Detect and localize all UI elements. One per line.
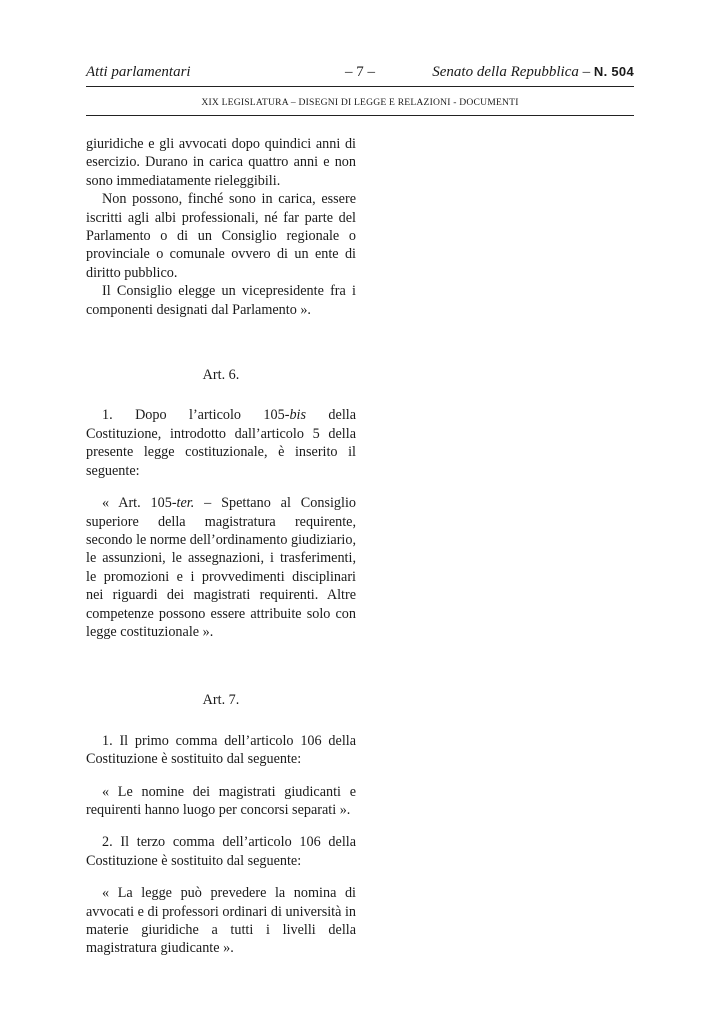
header-publication: Atti parlamentari bbox=[86, 64, 191, 80]
page-number: – 7 – bbox=[345, 64, 375, 80]
paragraph: 1. Il primo comma dell’articolo 106 della Costituzione è sostituito dal seguente: bbox=[86, 732, 356, 768]
header-legislature: XIX LEGISLATURA – DISEGNI DI LEGGE E RELAZIONI - DOCUMENTI bbox=[201, 97, 519, 108]
article-heading: Art. 6. bbox=[202, 367, 240, 384]
header-rule-bottom bbox=[86, 115, 634, 116]
article-heading: Art. 7. bbox=[202, 692, 240, 709]
document-number: N. 504 bbox=[593, 64, 634, 79]
paragraph: 1. Dopo l’articolo 105-bis della Costituzione, introdotto dall’articolo 5 della presente legge costituzionale, è inserito il seguente: bbox=[86, 407, 356, 479]
header-chamber-name: Senato della Repubblica – bbox=[432, 64, 591, 80]
header-rule-top bbox=[86, 86, 634, 87]
paragraph: 2. Il terzo comma dell’articolo 106 della Costituzione è sostituito dal seguente: bbox=[86, 834, 356, 869]
paragraph: « Art. 105-ter. – Spettano al Consiglio superiore della magistratura requirente, secondo le norme dell’ordinamento giudiziario, le assunzioni, le assegnazioni, i trasferimenti, le promozioni e i provvedimenti disciplinari nei riguardi dei magistrati requirenti. Altre competenze possono essere attribuite solo con legge costituzionale ». bbox=[86, 495, 356, 640]
paragraph: Il Consiglio elegge un vicepresidente fra i componenti designati dal Parlamento ». bbox=[86, 283, 356, 318]
paragraph: giuridiche e gli avvocati dopo quindici anni di esercizio. Durano in carica quattro anni e non sono immediatamente rieleggibili. bbox=[86, 136, 356, 189]
header-chamber bbox=[432, 64, 634, 81]
page-header bbox=[86, 64, 634, 84]
paragraph: « Le nomine dei magistrati giudicanti e requirenti hanno luogo per concorsi separati ». bbox=[86, 783, 356, 818]
paragraph: « La legge può prevedere la nomina di avvocati e di professori ordinari di università in materie giuridiche a tutti i livelli della magistratura giudicante ». bbox=[86, 885, 356, 957]
text-column bbox=[86, 135, 356, 958]
paragraph: Non possono, finché sono in carica, essere iscritti agli albi professionali, né far parte del Parlamento o di un Consiglio regionale o provinciale o comunale ovvero di un ente di diritto pubblico. bbox=[86, 191, 356, 281]
